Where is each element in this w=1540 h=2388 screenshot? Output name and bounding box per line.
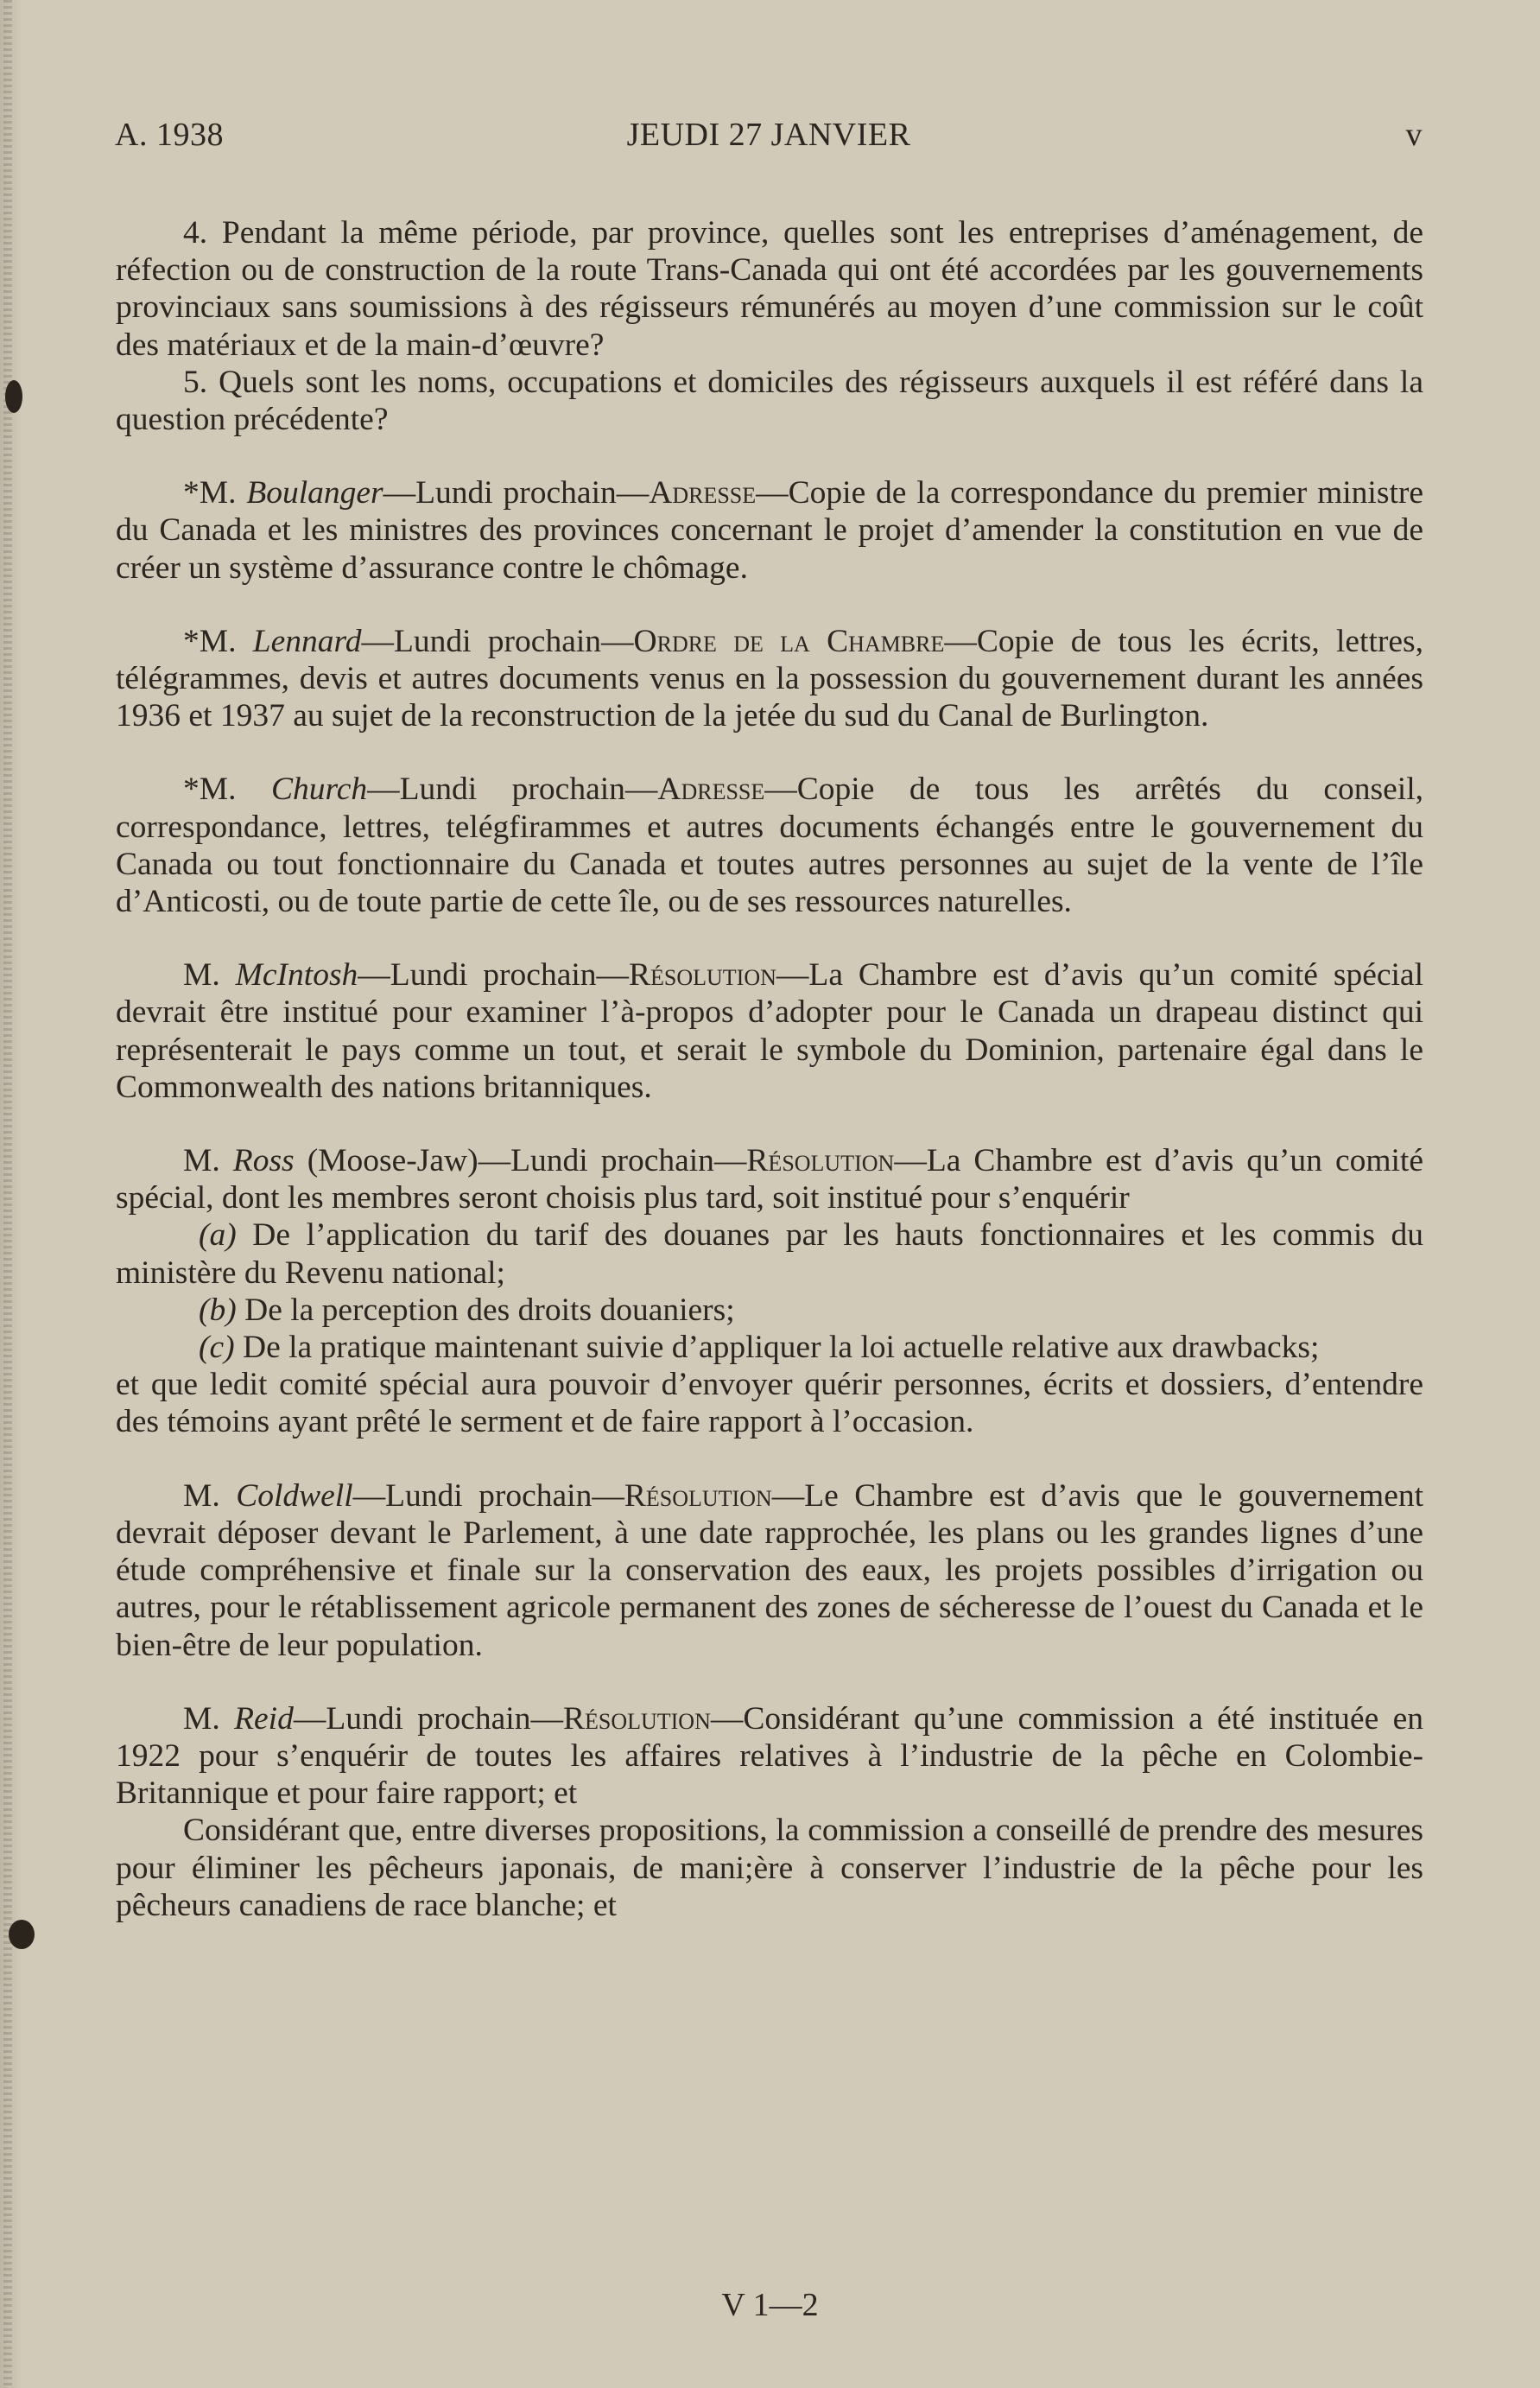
ross-item-b [116,1292,1423,1329]
member-name: Church [270,772,368,808]
notice-text: —Copie de tous les écrits, lettres, télégrammes, devis et autres documents venus en la possession du gouvernement durant les années 1936 et 1937 au sujet de la reconstruction de la jetée du sud du Canal de Burlington. [116,623,1423,734]
notice-type: Ordre de la Chambre [633,623,945,659]
notice-date: —Lundi prochain— [358,957,630,994]
notice-date: —Lundi prochain— [478,1143,747,1179]
signature-mark: V 1—2 [721,2287,819,2323]
notice-type: Résolution [746,1143,895,1179]
item-text: De l’application du tarif des douanes par les hauts fonctionnaires et les commis du ministère du Revenu national; [116,1217,1423,1291]
ross-item-c [116,1329,1423,1366]
notice-prefix: M. [183,1143,233,1179]
notice-text: —Copie de la correspondance du premier ministre du Canada et les ministres des provinces concernant le projet d’amender la constitution en vue de créer un système d’assurance contre le chômage. [116,475,1423,586]
notice-date: —Lundi prochain— [367,772,658,808]
notice-reid [116,1700,1423,1813]
notice-date: —Lundi prochain— [293,1700,563,1737]
notice-type: Résolution [629,957,776,994]
member-name: Ross [232,1143,295,1179]
binding-edge [3,0,12,2388]
reid-second-paragraph: Considérant que, entre diverses propositions, la commission a conseillé de prendre des mesures pour éliminer les pêcheurs japonais, de mani;ère à conserver l’industrie de la pêche pour les pêcheurs canadiens de race blanche; et [116,1813,1423,1923]
item-text: De la pratique maintenant suivie d’appliquer la loi actuelle relative aux drawbacks; [234,1330,1320,1366]
notice-type: Résolution [562,1700,711,1737]
binding-hole-bottom [9,1920,35,1949]
item-label: (c) [199,1330,235,1366]
member-name: McIntosh [235,957,358,994]
notice-prefix: M. [183,1700,235,1737]
notice-prefix: *M. [183,772,271,808]
member-name: Coldwell [236,1477,353,1514]
notice-boulanger [116,474,1423,587]
notice-type: Résolution [624,1477,772,1514]
member-name: Boulanger [246,475,383,511]
notice-text: —Le Chambre est d’avis que le gouvernement devrait déposer devant le Parlement, à une date rapprochée, les plans ou les grandes lignes d’une étude compréhensive et finale sur la conservation des eaux, les projets possibles d’irrigation ou autres, pour le rétablissement agricole permanent des zones de sécheresse de l’ouest du Canada et le bien-être de leur population. [116,1477,1424,1663]
ross-closing: et que ledit comité spécial aura pouvoir d’envoyer quérir personnes, écrits et dossiers, d’entendre des témoins ayant prêté le serment et de faire rapport à l’occasion. [116,1367,1423,1440]
notice-prefix: *M. [183,475,247,511]
notice-type: Adresse [649,475,757,511]
member-name: Lennard [252,623,362,659]
header-date: JEUDI 27 JANVIER [626,117,911,153]
notice-text: —Copie de tous les arrêtés du conseil, correspondance, lettres, telégfirammes et autres documents échangés entre le gouvernement du Canada ou tout fonctionnaire du Canada et toutes autres personnes au sujet de la vente de l’île d’Anticosti, ou de toute partie de cette île, ou de ses ressources naturelles. [116,772,1424,920]
notice-text: —La Chambre est d’avis qu’un comité spécial, dont les membres seront choisis plus tard, soit institué pour s’enquérir [116,1143,1423,1216]
notice-ross [116,1142,1423,1216]
member-name: Reid [234,1700,294,1737]
member-riding: (Moose-Jaw) [294,1143,478,1179]
item-text: De la perception des droits douaniers; [236,1292,735,1328]
question-5: 5. Quels sont les noms, occupations et domiciles des régisseurs auxquels il est référé dans la question précédente? [116,364,1423,438]
item-label: (a) [199,1217,237,1254]
page-body [116,214,1423,1924]
notice-church [116,771,1423,920]
notice-text: —Considérant qu’une commission a été instituée en 1922 pour s’enquérir de toutes les affaires relatives à l’industrie de la pêche en Colombie-Britannique et pour faire rapport; et [116,1700,1423,1812]
header-page-number: v [1405,117,1423,153]
notice-prefix: *M. [183,623,253,659]
notice-date: —Lundi prochain— [352,1477,624,1514]
notice-prefix: M. [183,957,236,994]
notice-prefix: M. [183,1477,237,1514]
notice-text: —La Chambre est d’avis qu’un comité spécial devrait être institué pour examiner l’à-propos d’adopter pour le Canada un drapeau distinct qui représenterait le pays comme un tout, et serait le symbole du Dominion, partenaire égal dans le Commonwealth des nations britanniques. [116,957,1423,1105]
page-header [115,116,1423,159]
notice-date: —Lundi prochain— [361,623,634,659]
notice-lennard [116,623,1423,735]
notice-mcintosh [116,956,1423,1106]
ross-item-a [116,1216,1423,1291]
binding-hole-top [5,380,22,413]
notice-date: —Lundi prochain— [383,475,650,511]
notice-coldwell [116,1477,1423,1664]
notice-type: Adresse [657,772,765,808]
question-4: 4. Pendant la même période, par province, quelles sont les entreprises d’aménagement, de réfection ou de construction de la route Trans-Canada qui ont été accordées par les gouvernements provinciaux sans soumissions à des régisseurs rémunérés au moyen d’une commission sur le coût des matériaux et de la main-d’œuvre? [116,215,1423,363]
item-label: (b) [199,1292,237,1328]
header-year: A. 1938 [115,117,224,153]
